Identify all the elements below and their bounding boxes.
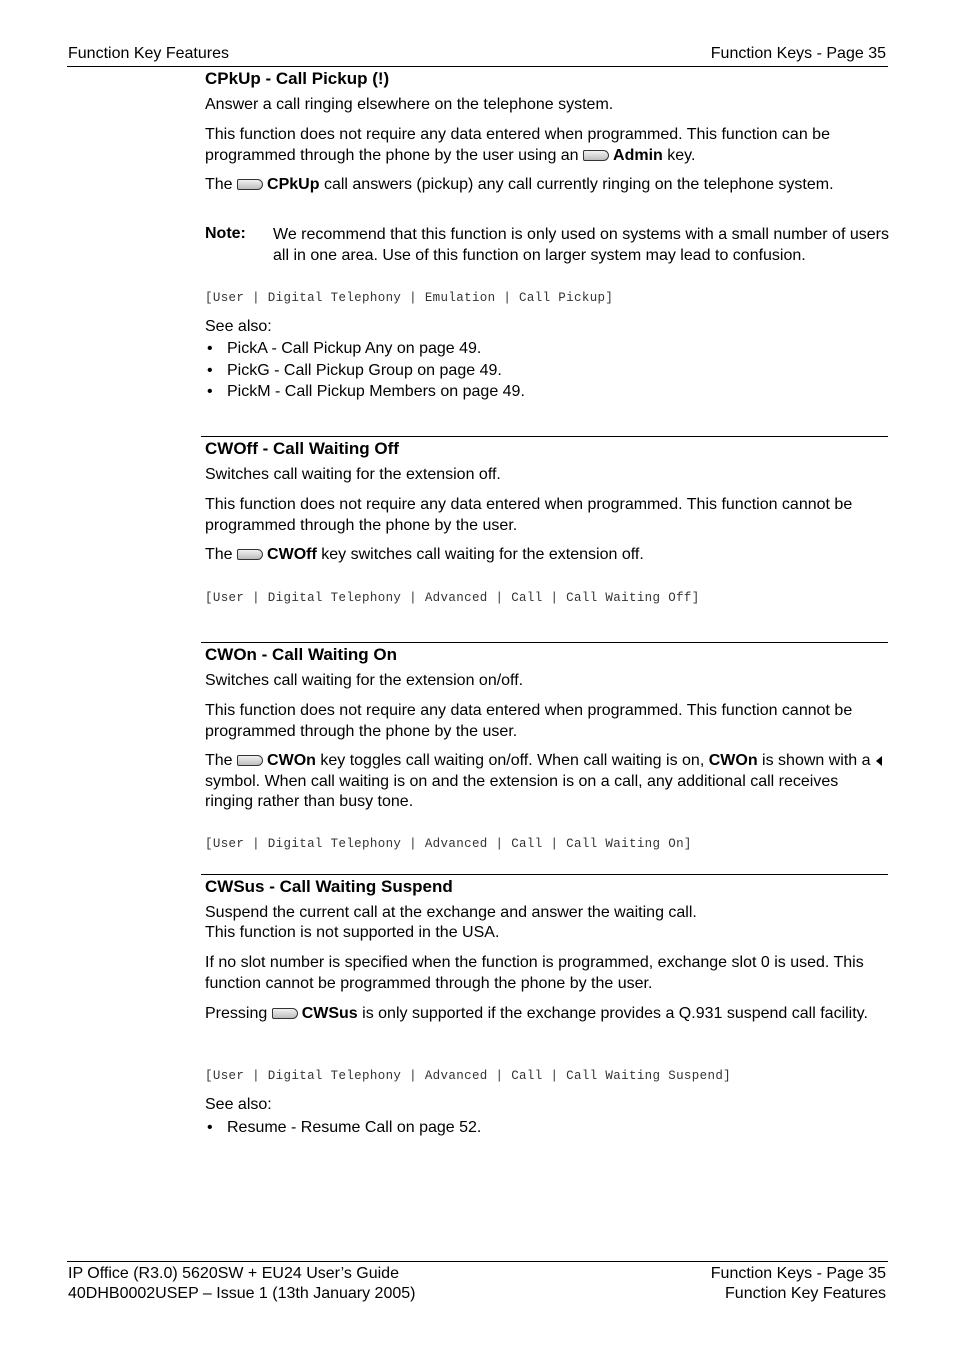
function-key-icon	[272, 1008, 298, 1019]
cwon-config-path: [User | Digital Telephony | Advanced | Call | Call Waiting On]	[205, 837, 692, 851]
section-divider	[201, 436, 888, 437]
cwsus-usa-note: This function is not supported in the USA.	[205, 924, 500, 941]
see-also-link[interactable]: • PickM - Call Pickup Members on page 49.	[205, 381, 525, 403]
bullet-icon: •	[207, 1119, 213, 1136]
cpkup-programming-paragraph	[205, 125, 889, 166]
cpkup-usage-paragraph	[205, 175, 889, 196]
footer-page-info	[711, 1264, 886, 1304]
cpkup-see-also-list	[205, 338, 525, 403]
cwsus-key-label: CWSus	[301, 1005, 358, 1022]
cwoff-programming-paragraph: This function does not require any data entered when programmed. This function cannot be programmed through the phone by the user.	[205, 496, 853, 534]
cwsus-see-also-list	[205, 1117, 481, 1139]
cwon-usage-lead: The	[205, 752, 233, 769]
cwoff-config-path: [User | Digital Telephony | Advanced | Call | Call Waiting Off]	[205, 591, 700, 605]
note-text: We recommend that this function is only used on systems with a small number of users all in one area. Use of this function on larger system may lead to confusion.	[273, 226, 889, 264]
cwon-usage-text: key toggles call waiting on/off. When call waiting is on,	[320, 752, 705, 769]
bullet-icon: •	[207, 361, 213, 379]
function-key-icon	[237, 549, 263, 560]
cwon-heading: CWOn - Call Waiting On	[205, 645, 398, 664]
footer-document-info	[68, 1264, 415, 1304]
footer-section-title: Function Key Features	[725, 1285, 886, 1302]
cwoff-usage-lead: The	[205, 546, 233, 563]
cpkup-key-label: CPkUp	[267, 176, 320, 193]
cpkup-config-path: [User | Digital Telephony | Emulation | Call Pickup]	[205, 291, 614, 305]
admin-key-label: Admin	[613, 146, 663, 164]
header-section-title: Function Key Features	[68, 45, 229, 62]
cpkup-programming-text-end: key.	[667, 146, 696, 164]
note-label: Note:	[205, 225, 246, 242]
cwsus-summary: Suspend the current call at the exchange and answer the waiting call.	[205, 904, 697, 921]
bullet-icon: •	[207, 383, 213, 400]
section-divider	[201, 642, 888, 643]
section-divider	[201, 874, 888, 875]
cpkup-note	[0, 225, 954, 287]
cwoff-heading: CWOff - Call Waiting Off	[205, 439, 399, 458]
cwoff-key-label: CWOff	[267, 546, 317, 563]
see-also-link[interactable]: • PickG - Call Pickup Group on page 49.	[205, 360, 525, 382]
cwon-key-label: CWOn	[267, 752, 316, 769]
cwoff-summary: Switches call waiting for the extension off.	[205, 466, 501, 483]
cwon-usage-paragraph	[205, 751, 889, 813]
cwsus-see-also-label: See also:	[205, 1096, 272, 1113]
function-key-icon	[237, 179, 263, 190]
cwsus-usage-lead: Pressing	[205, 1005, 268, 1022]
cwon-key-label-inline: CWOn	[708, 752, 758, 769]
footer-guide-title: IP Office (R3.0) 5620SW + EU24 User’s Guide	[68, 1265, 399, 1282]
cwon-usage-text-2: is shown with a	[762, 752, 871, 769]
footer-divider	[67, 1261, 888, 1262]
cwsus-heading: CWSus - Call Waiting Suspend	[205, 877, 453, 896]
cwsus-slot-paragraph: If no slot number is specified when the function is programmed, exchange slot 0 is used. This function cannot be programmed through the phone by the user.	[205, 954, 864, 992]
cwon-summary: Switches call waiting for the extension on/off.	[205, 672, 524, 689]
see-also-link[interactable]: • PickA - Call Pickup Any on page 49.	[205, 338, 525, 360]
cpkup-usage-lead: The	[205, 176, 233, 193]
cwoff-usage-paragraph	[205, 545, 889, 566]
cpkup-heading: CPkUp - Call Pickup (!)	[205, 69, 390, 88]
footer-issue-info: 40DHB0002USEP – Issue 1 (13th January 2005)	[68, 1285, 416, 1302]
cpkup-see-also-label: See also:	[205, 318, 272, 335]
cpkup-usage-text: call answers (pickup) any call currently ringing on the telephone system.	[323, 176, 834, 193]
footer-page-label: Function Keys - Page 35	[710, 1265, 886, 1282]
cwsus-usage-text: is only supported if the exchange provides a Q.931 suspend call facility.	[362, 1005, 868, 1022]
function-key-icon	[583, 150, 609, 161]
cpkup-summary: Answer a call ringing elsewhere on the telephone system.	[205, 96, 614, 113]
see-also-link[interactable]: • Resume - Resume Call on page 52.	[205, 1117, 481, 1139]
bullet-icon: •	[207, 340, 213, 357]
header-divider	[67, 66, 888, 67]
cwsus-usage-paragraph	[205, 1004, 889, 1025]
header-page-label: Function Keys - Page 35	[710, 45, 886, 62]
left-triangle-symbol-icon	[876, 756, 882, 766]
cpkup-programming-text: This function does not require any data entered when programmed. This function can be programmed through the phone by the user using an	[205, 126, 830, 164]
function-key-icon	[237, 755, 263, 766]
cwon-usage-text-3: symbol. When call waiting is on and the extension is on a call, any additional call receives ringing rather than busy tone.	[205, 772, 839, 810]
cwoff-usage-text: key switches call waiting for the extension off.	[321, 546, 644, 563]
cwon-programming-paragraph: This function does not require any data entered when programmed. This function cannot be programmed through the phone by the user.	[205, 702, 853, 740]
cwsus-config-path: [User | Digital Telephony | Advanced | Call | Call Waiting Suspend]	[205, 1069, 732, 1083]
